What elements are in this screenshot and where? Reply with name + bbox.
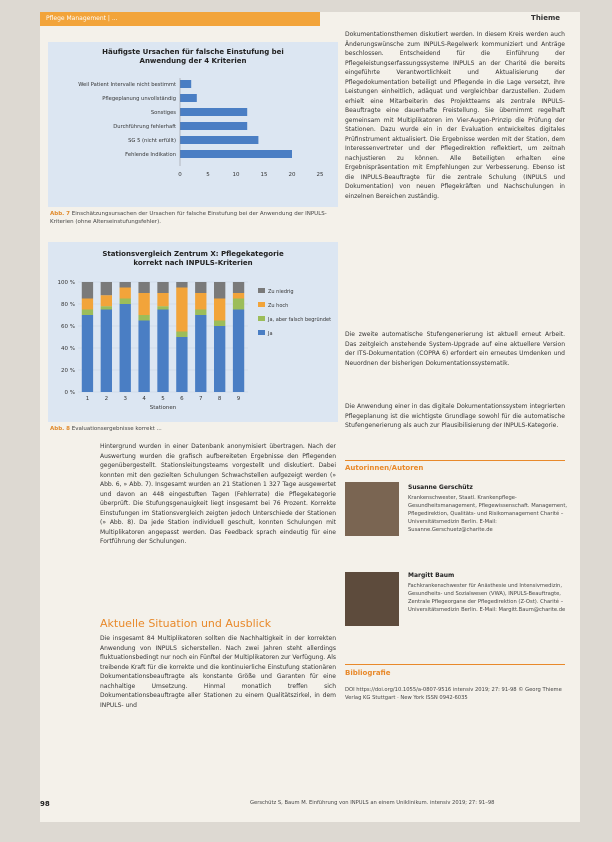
fig8-tick-label: 40 % <box>61 346 75 352</box>
fig7-bar <box>180 150 292 158</box>
fig8-tick-label: 100 % <box>57 280 75 286</box>
fig8-bar-segment <box>138 315 149 321</box>
fig8-category-label: 7 <box>199 396 203 402</box>
page-number: 98 <box>40 800 50 808</box>
right-paragraph-3: Die Anwendung einer in das digitale Dokumentationssystem integrierten Pflegeplanung ist die wichtigste Grundlage sowohl für die automatische Stufengenerierung als auch zur Plausibilisierung der INPULS-Kategorie. <box>345 403 565 429</box>
fig8-bar-segment <box>101 295 112 306</box>
fig8-bar-segment <box>120 304 131 392</box>
fig8-bar-segment <box>138 282 149 293</box>
fig8-bar-segment <box>120 299 131 305</box>
fig8-bar-segment <box>157 282 168 293</box>
fig8-bar-segment <box>176 332 187 338</box>
fig8-legend-label: Zu niedrig <box>268 289 294 295</box>
fig8-category-label: 3 <box>123 396 127 402</box>
fig7-bar <box>180 136 258 144</box>
fig7-tick-label: 15 <box>260 172 268 178</box>
fig8-legend-swatch <box>258 288 265 293</box>
fig7-category-label: SG 5 (nicht erfüllt) <box>128 138 176 144</box>
fig8-tick-label: 0 % <box>64 390 75 396</box>
fig8-bar-segment <box>82 315 93 392</box>
bibliography-heading: Bibliografie <box>345 669 391 677</box>
fig7-bar <box>180 122 247 130</box>
fig8-bar-segment <box>176 288 187 332</box>
left-paragraph-1: Hintergrund wurden in einer Datenbank anonymisiert übertragen. Nach der Auswertung wurden die grafisch aufbereiteten Ergebnisse den Pflegenden gegenübergestellt. Stationsleitungsteams vorgestellt und diskutiert. Dabei konnten mit den gezielten Schulungen Schwachstellen aufgezeigt werden (» Abb. 6, » Abb. 7). Insgesamt wurden an 21 Stationen 1 327 Tage ausgewertet und davon an 448 eingestuften Tagen (Fehlerrate) die Pflegekategorie überprüft. Die Stufungsgenauigkeit liegt insgesamt bei 76 Prozent. Korrekte Einstufungen im Stationsvergleich zeigten jedoch Unterschiede der Stationen (» Abb. 8). Da jede Station individuell geschult, konnten Schulungen mit Multiplikatoren angepasst werden. Das Feedback sprach eindeutig für eine Fortführung der Schulungen. <box>100 443 336 545</box>
fig8-bar-segment <box>82 310 93 316</box>
figure-7 <box>48 42 338 207</box>
fig8-bar-segment <box>214 321 225 327</box>
fig7-category-label: Pflegeplanung unvollständig <box>102 96 176 102</box>
fig8-bar-segment <box>157 310 168 393</box>
authors-heading: Autorinnen/Autoren <box>345 464 424 472</box>
fig8-bar-segment <box>138 321 149 393</box>
fig8-bar-segment <box>195 315 206 392</box>
fig8-bar-segment <box>101 282 112 295</box>
fig8-bar-segment <box>214 326 225 392</box>
page <box>40 12 580 822</box>
right-paragraph-2: Die zweite automatische Stufengenerierung ist aktuell erneut Arbeit. Das zeitgleich anstehende System-Upgrade auf eine aktuellere Version der ITS-Dokumentation (COPRA 6) erfordert ein erneutes Umdenken und Neuordnen der bisherigen Dokumentationssystematik. <box>345 331 565 367</box>
figure-7-caption-label: Abb. 7 <box>50 211 70 217</box>
left-paragraph-2: Die insgesamt 84 Multiplikatoren sollten die Nachhaltigkeit in der korrekten Anwendung von INPULS sicherstellen. Nach zwei Jahren steht allerdings fluktuationsbedingt nur noch ein Fünftel der Multiplikatoren zur Verfügung. Als treibende Kraft für die korrekte und die kontinuierliche Einstufung stationären Dokumentationsbeauftragte als konstante Größe und Garanten für eine nachhaltige Umsetzung. Hinmal monatlich treffen sich Dokumentationsbeauftragte aller Stationen zu einem Qualitätszirkel, in dem INPULS- und <box>100 635 336 709</box>
figure-7-title: Häufigste Ursachen für falsche Einstufung bei Anwendung der 4 Kriterien <box>102 48 284 65</box>
fig8-bar-segment <box>120 288 131 299</box>
figure-8-chart <box>48 274 338 419</box>
fig8-bar-segment <box>233 299 244 310</box>
fig8-tick-label: 80 % <box>61 302 75 308</box>
fig7-category-label: Sonstiges <box>150 110 176 116</box>
fig7-category-label: Fehlende Indikation <box>125 152 176 158</box>
fig8-bar-segment <box>101 306 112 309</box>
fig7-tick-label: 10 <box>232 172 240 178</box>
fig8-category-label: 6 <box>180 396 184 402</box>
figure-8-title: Stationsvergleich Zentrum X: Pflegekategorie korrekt nach INPULS-Kriterien <box>102 250 284 267</box>
fig8-bar-segment <box>195 310 206 316</box>
fig8-legend-label: Ja, aber falsch begründet <box>268 317 332 323</box>
figure-8-caption-text: Evaluationsergebnisse korrekt ... <box>71 426 162 432</box>
fig8-category-label: 2 <box>104 396 109 402</box>
author-2-photo <box>345 572 399 626</box>
fig8-category-label: 1 <box>85 396 90 402</box>
fig8-category-label: 8 <box>217 396 222 402</box>
fig8-bar-segment <box>138 293 149 315</box>
author-1-photo <box>345 482 399 536</box>
figure-8-caption-label: Abb. 8 <box>50 426 70 432</box>
bibliography-text: DOI https://doi.org/10.1055/a-0807-9516 intensiv 2019; 27: 91-98 © Georg Thieme Verlag KG Stuttgart · New York ISSN 0942-6035 <box>345 687 562 701</box>
fig8-bar-segment <box>214 299 225 321</box>
footer-citation: Gerschütz S, Baum M. Einführung von INPULS an einem Uniklinikum. intensiv 2019; 27: 91–98 <box>250 800 495 806</box>
figure-8 <box>48 242 338 422</box>
fig8-bar-segment <box>195 293 206 310</box>
fig7-tick-label: 20 <box>288 172 296 178</box>
fig8-legend-swatch <box>258 302 265 307</box>
fig8-bar-segment <box>176 337 187 392</box>
fig8-bar-segment <box>233 310 244 393</box>
author-1-name: Susanne Gerschütz <box>408 484 473 491</box>
fig8-bar-segment <box>82 282 93 299</box>
fig8-bar-segment <box>101 310 112 393</box>
fig8-bar-segment <box>157 293 168 306</box>
right-paragraph-1: Dokumentationsthemen diskutiert werden. In diesem Kreis werden auch Änderungswünsche zum INPULS-Regelwerk kommuniziert und Anträge beschlossen. Entscheidend für die Einführung der Pflegeleistungserfassungssysteme INPULS an der Charité die bereits eingeführte Verantwortlichkeit und Aktualisierung der Pflegedokumentation beteiligt und Pflegende in die Lage versetzt, ihre Leistungen einheitlich, adäquat und vergleichbar darzustellen. Zudem erhielt eine Mitarbeiterin des Projektteams als zentrale INPULS-Beauftragte eine dauerhafte Freistellung. Sie übernimmt regelhaft gemeinsam mit Multiplikatoren im Vier-Augen-Prinzip die Prüfung der Stationen. Dazu wurde ein in der Evaluation entwickeltes digitales Prüfinstrument aktualisiert. Die Ergebnisse werden mit der Station, dem Interessenvertreter und der Pflegedirektion reflektiert, um zeitnah nachjustieren zu können. Alle Beteiligten erhalten eine Ergebnispräsentation mit Empfehlungen zur Verbesserung. Ebenso ist die INPULS-Beauftragte für die zentrale Schulung (INPULS und Dokumentation) von neuen Pflegekräften und Nachschulungen in einzelnen Bereichen zuständig. <box>345 31 565 200</box>
fig8-bar-segment <box>157 306 168 309</box>
fig8-category-label: 4 <box>142 396 146 402</box>
fig8-category-label: 5 <box>161 396 165 402</box>
author-2-name: Margitt Baum <box>408 572 455 579</box>
figure-7-caption <box>50 210 335 226</box>
fig8-bar-segment <box>176 282 187 288</box>
fig7-bar <box>180 94 197 102</box>
figure-8-caption <box>50 425 335 433</box>
fig7-tick-label: 5 <box>206 172 210 178</box>
fig8-bar-segment <box>214 282 225 299</box>
fig8-tick-label: 60 % <box>61 324 75 330</box>
section-heading: Aktuelle Situation und Ausblick <box>100 617 272 630</box>
fig7-category-label: Weil Patient Intervalle nicht bestimmt <box>78 82 176 88</box>
figure-7-caption-text: Einschätzungsursachen der Ursachen für falsche Einstufung bei der Anwendung der INPULS-Kriterien (ohne Alterseinstufungsfehler). <box>50 211 327 225</box>
fig8-x-axis-label: Stationen <box>149 405 177 411</box>
fig7-bar <box>180 108 247 116</box>
fig8-bar-segment <box>233 282 244 293</box>
brand-logo: Thieme <box>531 14 560 22</box>
fig8-legend-label: Zu hoch <box>268 303 289 309</box>
author-2-desc: Fachkrankenschwester für Anästhesie und Intensivmedizin, Gesundheits- und Sozialwesen (VWA), INPULS-Beauftragte, Zentrale Pflegeorgane der Pflegedirektion (Z-Ost). Charité – Universitätsmedizin Berlin. E-Mail: Margitt.Baum@charite.de <box>408 583 566 613</box>
fig8-legend-swatch <box>258 316 265 321</box>
fig8-bar-segment <box>82 299 93 310</box>
figure-7-chart <box>48 72 338 197</box>
fig7-tick-label: 0 <box>178 172 182 178</box>
fig8-legend-label: Ja <box>268 331 273 337</box>
bibliography-rule <box>345 664 565 665</box>
fig8-tick-label: 20 % <box>61 368 75 374</box>
fig8-legend-swatch <box>258 330 265 335</box>
fig7-bar <box>180 80 191 88</box>
header-bar: Pflege Management | ... <box>40 12 320 26</box>
fig8-bar-segment <box>120 282 131 288</box>
fig8-category-label: 9 <box>236 396 241 402</box>
fig8-bar-segment <box>233 293 244 299</box>
author-1-desc: Krankenschwester, Staatl. Krankenpflege-Gesundheitsmanagement, Pflegewissenschaft. Management, Pflegedirektion, Qualitäts- und Risikomanagement Charité – Universitätsmedizin Berlin. E-Mail: Susanne.Gerschuetz@charite.de <box>408 495 568 533</box>
fig7-tick-label: 25 <box>316 172 324 178</box>
fig8-bar-segment <box>195 282 206 293</box>
authors-rule <box>345 460 565 461</box>
fig7-category-label: Durchführung fehlerhaft <box>113 124 176 130</box>
